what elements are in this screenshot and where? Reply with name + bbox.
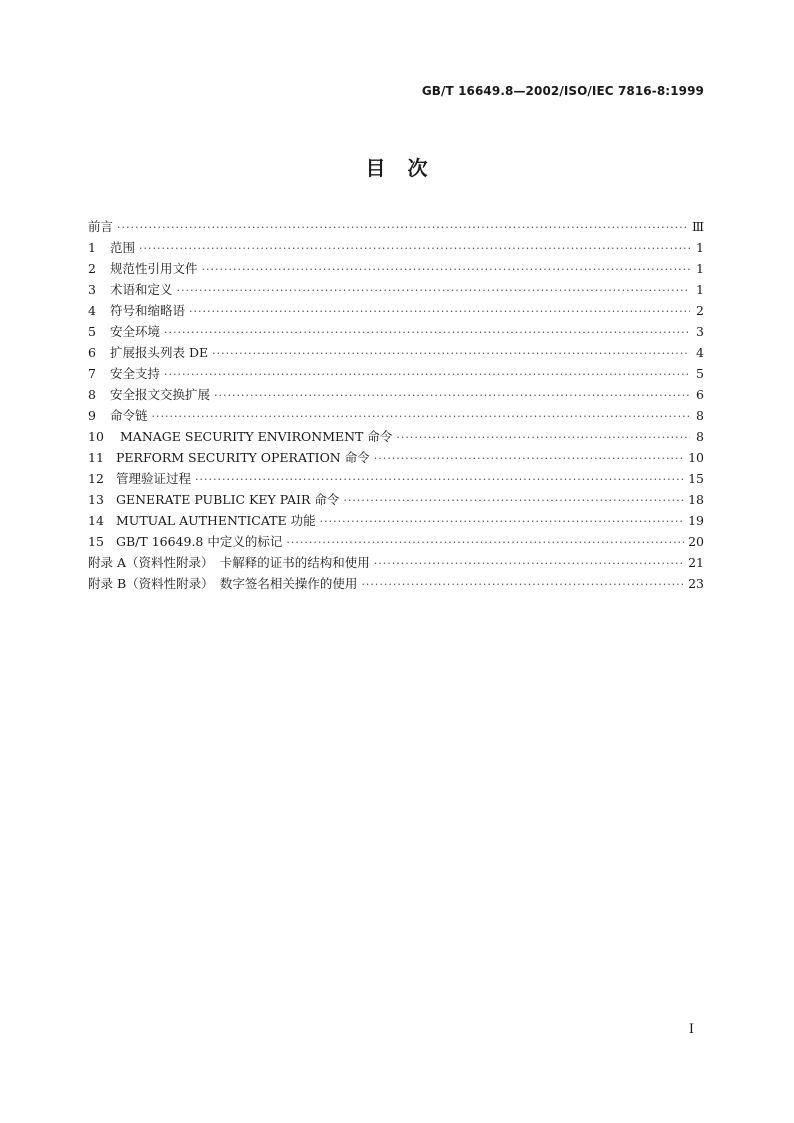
toc-entry-9[interactable]: [88, 406, 704, 427]
toc-entry-10[interactable]: [88, 427, 704, 448]
toc-label: GENERATE PUBLIC KEY PAIR 命令: [116, 492, 340, 507]
toc-page: 8: [696, 408, 704, 423]
toc-label: 管理验证过程: [116, 471, 192, 486]
toc-page: 4: [696, 345, 704, 360]
toc-label: 范围: [110, 240, 136, 255]
toc-number: 7: [88, 366, 96, 381]
toc-leader: [164, 368, 690, 381]
toc-number: 11: [88, 450, 104, 465]
toc-entry-11[interactable]: [88, 448, 704, 469]
toc-label: 附录 A（资料性附录） 卡解释的证书的结构和使用: [88, 555, 370, 570]
toc-entry-1[interactable]: [88, 238, 704, 259]
toc-entry-5[interactable]: [88, 322, 704, 343]
toc-number: 12: [88, 471, 104, 486]
toc-number: 6: [88, 345, 96, 360]
toc-page: 18: [688, 492, 704, 507]
toc-page: 15: [688, 471, 704, 486]
toc-number: 14: [88, 513, 104, 528]
toc-leader: [214, 389, 690, 402]
toc-entry-7[interactable]: [88, 364, 704, 385]
toc-leader: [139, 242, 690, 255]
toc-label: MANAGE SECURITY ENVIRONMENT 命令: [120, 429, 393, 444]
standard-id: GB/T 16649.8—2002/ISO/IEC 7816-8:1999: [421, 84, 704, 98]
toc-page: 20: [688, 534, 704, 549]
toc-page: Ⅲ: [691, 219, 704, 234]
toc-page: 8: [696, 429, 704, 444]
toc-leader: [202, 263, 690, 276]
toc-number: 9: [88, 408, 96, 423]
toc-label: 安全环境: [110, 324, 161, 339]
toc-number: 8: [88, 387, 96, 402]
toc-entry-8[interactable]: [88, 385, 704, 406]
toc-leader: [195, 473, 684, 486]
page-number: I: [688, 1022, 694, 1037]
toc-page: 19: [688, 513, 704, 528]
toc-page: 2: [696, 303, 704, 318]
toc-page: 10: [688, 450, 704, 465]
toc-label: PERFORM SECURITY OPERATION 命令: [116, 450, 370, 465]
toc-page: 1: [696, 261, 704, 276]
toc-leader: [164, 326, 690, 339]
toc-page: 1: [696, 282, 704, 297]
toc-label: 术语和定义: [110, 282, 173, 297]
toc-page: 23: [688, 576, 704, 591]
toc-label: 前言: [88, 219, 114, 234]
toc-leader: [117, 221, 688, 234]
toc-entry-annex-b[interactable]: [88, 574, 704, 595]
page-title: 目 次: [365, 156, 429, 180]
toc-leader: [343, 494, 684, 507]
toc-leader: [286, 536, 684, 549]
toc-leader: [212, 347, 690, 360]
toc-entry-15[interactable]: [88, 532, 704, 553]
toc-label: GB/T 16649.8 中定义的标记: [116, 534, 283, 549]
toc-page: 5: [696, 366, 704, 381]
toc-label: 安全报文交换扩展: [110, 387, 211, 402]
toc-number: 5: [88, 324, 96, 339]
toc-entry-foreword[interactable]: [88, 217, 704, 238]
toc-entry-3[interactable]: [88, 280, 704, 301]
toc-leader: [152, 410, 690, 423]
toc-number: 15: [88, 534, 104, 549]
toc-leader: [189, 305, 690, 318]
toc-leader: [374, 452, 684, 465]
toc-entry-annex-a[interactable]: [88, 553, 704, 574]
toc-page: 6: [696, 387, 704, 402]
toc-label: MUTUAL AUTHENTICATE 功能: [116, 513, 316, 528]
toc-number: 2: [88, 261, 96, 276]
toc-page: 1: [696, 240, 704, 255]
toc-label: 安全支持: [110, 366, 161, 381]
table-of-contents: [88, 217, 704, 595]
toc-number: 13: [88, 492, 104, 507]
toc-label: 命令链: [110, 408, 148, 423]
toc-label: 符号和缩略语: [110, 303, 186, 318]
toc-leader: [320, 515, 684, 528]
toc-leader: [374, 557, 684, 570]
toc-number: 3: [88, 282, 96, 297]
toc-entry-12[interactable]: [88, 469, 704, 490]
toc-label: 附录 B（资料性附录） 数字签名相关操作的使用: [88, 576, 358, 591]
toc-leader: [361, 578, 684, 591]
toc-entry-14[interactable]: [88, 511, 704, 532]
toc-number: 10: [88, 429, 104, 444]
toc-page: 21: [688, 555, 704, 570]
toc-leader: [396, 431, 690, 444]
toc-number: 1: [88, 240, 96, 255]
toc-label: 规范性引用文件: [110, 261, 198, 276]
toc-page: 3: [696, 324, 704, 339]
toc-entry-2[interactable]: [88, 259, 704, 280]
toc-entry-13[interactable]: [88, 490, 704, 511]
toc-entry-4[interactable]: [88, 301, 704, 322]
toc-number: 4: [88, 303, 96, 318]
toc-leader: [177, 284, 690, 297]
toc-label: 扩展报头列表 DE: [110, 345, 209, 360]
toc-entry-6[interactable]: [88, 343, 704, 364]
